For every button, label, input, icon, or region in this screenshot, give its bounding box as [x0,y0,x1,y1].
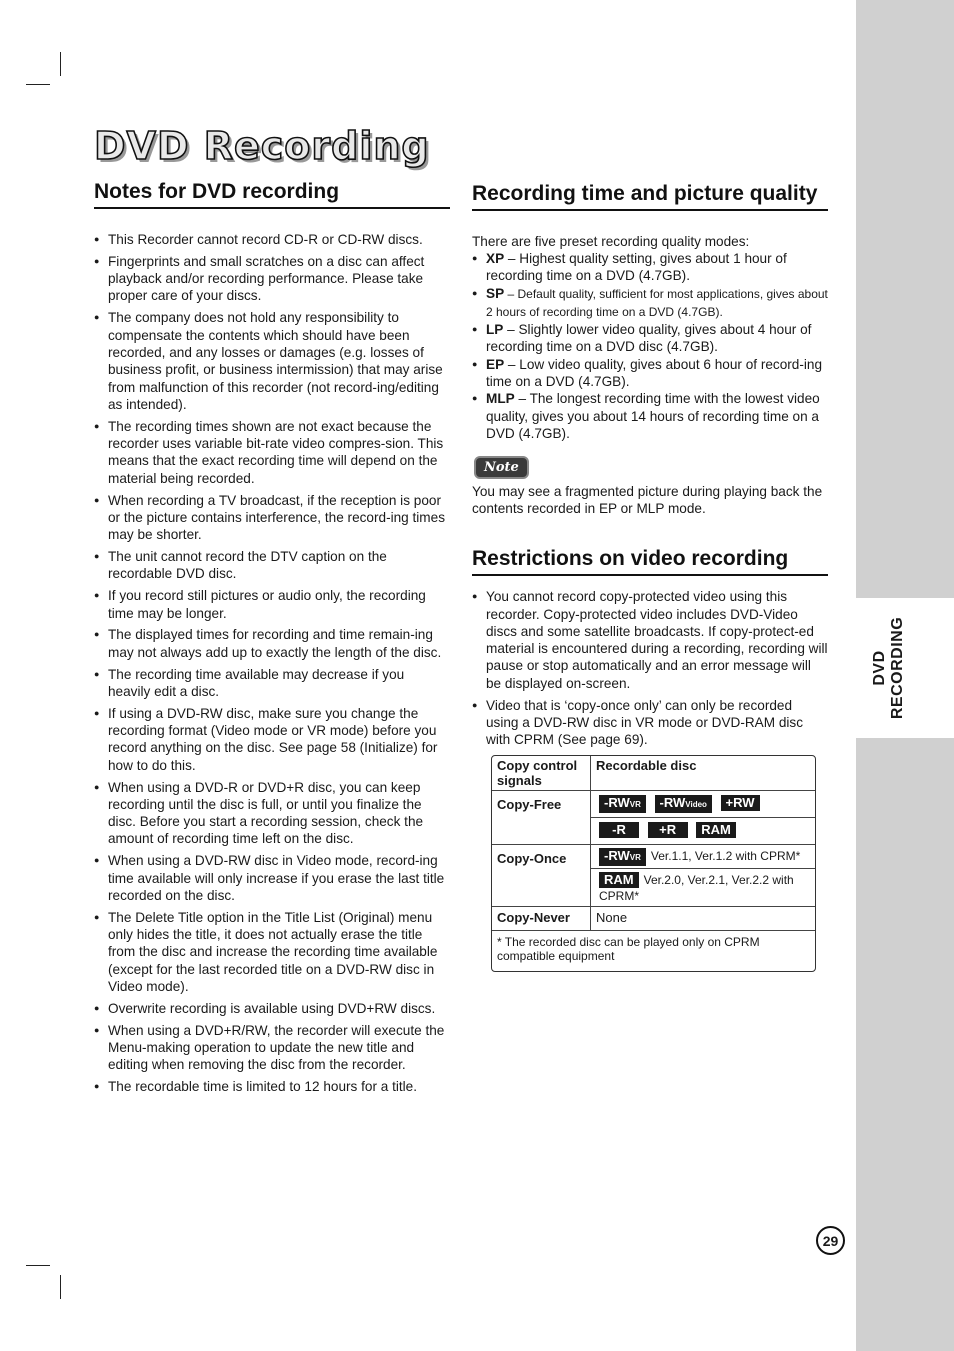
disc-badge-rw-video [655,795,712,813]
table-row [492,931,815,971]
disc-badge-rw-vr [599,848,646,866]
list-item: ● This Recorder cannot record CD-R or CD-RW discs. [94,231,450,248]
crop-mark [26,84,50,85]
table-footnote: * The recorded disc can be played only on CPRM compatible equipment [497,935,760,963]
disc-badge-plus-rw: +RW [721,795,760,811]
page-title: DVD Recording [94,124,430,168]
copy-once-ram-text: Ver.2.0, Ver.2.1, Ver.2.2 with CPRM* [599,873,794,903]
list-item: ● Overwrite recording is available using DVD+RW discs. [94,1000,450,1017]
quality-intro: There are five preset recording quality modes: [472,234,750,249]
restrictions-list [472,588,828,748]
badge-text: -RW [604,795,630,810]
badge-text: -RW [604,848,630,863]
list-item [472,390,828,442]
note-text: You may see a fragmented picture during playing back the contents recorded in EP or MLP mode. [472,484,823,517]
mode-code: MLP [486,391,515,407]
list-item [472,321,828,356]
list-item [472,250,828,285]
badge-sub: VR [629,853,641,862]
mode-desc: – Default quality, sufficient for most applications, gives about 2 hours of recording time on a DVD (4.7GB). [486,286,828,319]
copy-once-rw [591,845,815,869]
copy-once-label: Copy-Once [492,845,591,907]
list-item: ● Video that is ‘copy-once only’ can only be recorded using a DVD-RW disc in VR mode or DVD-RAM disc with CPRM (See page 69). [472,697,828,749]
mode-desc: – Slightly lower video quality, gives about 4 hour of recording time on a DVD disc (4.7GB). [486,322,812,355]
list-item: ● The recording times shown are not exact because the recorder uses variable bit-rate video compres-sion. This means that the exact recording time will depend on the material being recorded. [94,418,450,487]
disc-badge-plus-r: +R [648,822,688,838]
list-item: ● You cannot record copy-protected video using this recorder. Copy-protected video includes DVD-Video discs and some satellite broadcasts. If copy-protect-ed material is encountered during a recording, recording will pause or stop automatically and an error message will be displayed on-screen. [472,588,828,692]
sidebar-label-line-1: DVD [871,650,888,686]
note-badge: Note [474,456,529,479]
list-item: ● The Delete Title option in the Title List (Original) menu only hides the title, it does not actually erase the title from the disc and increase the recording time available (except for the last recorded title on a DVD-RW disc in Video mode). [94,909,450,995]
mode-desc: – Highest quality setting, gives about 1 hour of recording time on a DVD (4.7GB). [486,251,787,284]
notes-list [94,231,450,1096]
notes-heading: Notes for DVD recording [94,180,450,209]
sidebar-label [840,598,938,738]
badge-sub: Video [685,800,707,809]
list-item: ● The displayed times for recording and time remain-ing may not always add up to exactly the length of the disc. [94,626,450,661]
list-item: ● The recordable time is limited to 12 hours for a title. [94,1078,450,1095]
sidebar-label-line-2: RECORDING [889,616,906,720]
table-row [492,791,815,818]
list-item: ● When using a DVD-RW disc in Video mode, record-ing time available will only increase if you erase the last title recorded on the disc. [94,852,450,904]
mode-code: SP [486,285,505,301]
list-item: ● When recording a TV broadcast, if the reception is poor or the picture contains interference, the record-ing times may be shorter. [94,492,450,544]
disc-badge-ram: RAM [696,822,736,838]
copy-free-discs-2 [591,818,815,845]
table-row [492,756,815,791]
mode-code: LP [486,322,504,338]
list-item: ● When using a DVD+R/RW, the recorder will execute the Menu-making operation to update the new title and editing when removing the disc from the recorder. [94,1022,450,1074]
list-item: ● The unit cannot record the DTV caption on the recordable DVD disc. [94,548,450,583]
restrictions-heading: Restrictions on video recording [472,547,828,576]
mode-code: XP [486,251,505,266]
mode-code: EP [486,356,505,372]
list-item: ● The recording time available may decrease if you heavily edit a disc. [94,666,450,701]
copy-never-value: None [591,907,815,931]
table-header-signals: Copy control signals [492,756,591,791]
copy-control-table [491,755,816,972]
list-item: ● Fingerprints and small scratches on a disc can affect playback and/or recording performance. Please take proper care of your discs. [94,253,450,305]
disc-badge-rw-vr [599,795,646,813]
quality-section [472,182,828,753]
disc-badge-r: -R [599,822,639,838]
list-item: ● If using a DVD-RW disc, make sure you change the recording format (Video mode or VR mode) before you record anything on the disc. See page 58 (Initialize) for how to do this. [94,705,450,774]
crop-mark [60,1275,61,1299]
list-item: ● When using a DVD-R or DVD+R disc, you can keep recording until the disc is full, or until you finalize the disc. Before you start a recording session, check the amount of recording time left on the disc. [94,779,450,848]
table-header-recordable: Recordable disc [591,756,815,791]
quality-heading: Recording time and picture quality [472,182,828,211]
copy-free-label: Copy-Free [492,791,591,845]
table-row [492,845,815,869]
mode-desc: – The longest recording time with the lowest video quality, gives you about 14 hours of recording time on a DVD (4.7GB). [486,391,820,441]
list-item [472,356,828,391]
badge-text: -RW [659,795,686,810]
quality-modes-list [472,250,828,442]
mode-desc: – Low video quality, gives about 6 hour of record-ing time on a DVD (4.7GB). [486,356,823,390]
copy-never-label: Copy-Never [492,907,591,931]
crop-mark [26,1265,50,1266]
list-item [472,285,828,322]
copy-once-ram [591,869,815,907]
notes-section [94,180,450,1100]
list-item: ● If you record still pictures or audio only, the recording time may be longer. [94,587,450,622]
copy-once-rw-text: Ver.1.1, Ver.1.2 with CPRM* [650,849,801,863]
disc-badge-ram: RAM [599,872,639,888]
list-item: ● The company does not hold any responsibility to compensate the contents which should have been recorded, and any losses or damages (e.g. losses of business profit, or business intermission) that may arise from malfunction of this recorder (not record-ing/editing as intended). [94,309,450,413]
page-number: 29 [816,1226,845,1255]
badge-sub: VR [629,800,641,809]
crop-mark [60,52,61,76]
copy-free-discs-1 [591,791,815,818]
table-row [492,907,815,931]
